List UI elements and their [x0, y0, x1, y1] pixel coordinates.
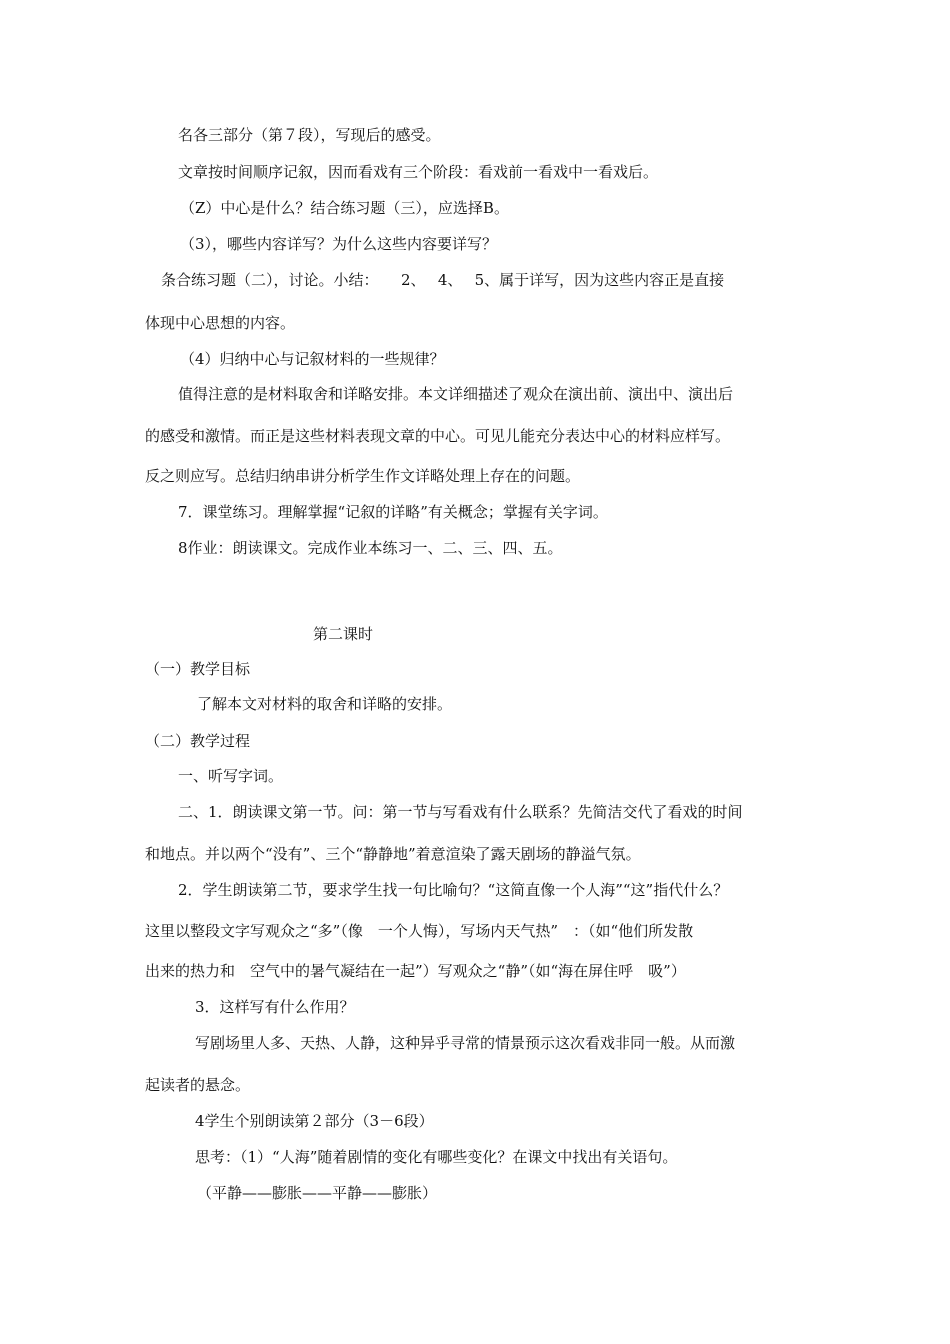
paragraph-line: （Z）中心是什么？结合练习题（三），应选择B。 — [180, 199, 509, 217]
paragraph-line: （平静——膨胀——平静——膨胀） — [197, 1184, 438, 1202]
paragraph-line: 8作业：朗读课文。完成作业本练习一、二、三、四、五。 — [178, 539, 563, 557]
paragraph-line: 起读者的悬念。 — [145, 1076, 251, 1094]
section-heading: （二）教学过程 — [145, 732, 251, 750]
section-heading: （一）教学目标 — [145, 660, 251, 678]
section-title: 第二课时 — [313, 625, 374, 643]
paragraph-line: 4学生个别朗读第２部分（3－6段） — [195, 1112, 434, 1130]
paragraph-line: 3．这样写有什么作用？ — [195, 998, 355, 1016]
paragraph-line: 的感受和激情。而正是这些材料表现文章的中心。可见儿能充分表达中心的材料应样写。 — [145, 427, 731, 445]
paragraph-line: 2．学生朗读第二节，要求学生找一句比喻句？“这简直像一个人海”“这”指代什么？ — [178, 881, 729, 899]
paragraph-line: （3），哪些内容详写？为什么这些内容要详写？ — [180, 235, 498, 253]
paragraph-line: 名各三部分（第７段），写现后的感受。 — [178, 126, 441, 144]
paragraph-line: （4）归纳中心与记叙材料的一些规律？ — [180, 350, 445, 368]
paragraph-line: 二、1．朗读课文第一节。问：第一节与写看戏有什么联系？先简洁交代了看戏的时间 — [178, 803, 743, 821]
paragraph-line: 了解本文对材料的取舍和详略的安排。 — [197, 695, 453, 713]
paragraph-line: 一、听写字词。 — [178, 767, 284, 785]
paragraph-line: 体现中心思想的内容。 — [145, 314, 296, 332]
paragraph-line: 出来的热力和 空气中的暑气凝结在一起”）写观众之“静”（如“海在屏住呼 吸”） — [145, 962, 686, 980]
paragraph-line: 反之则应写。总结归纳串讲分析学生作文详略处理上存在的问题。 — [145, 467, 581, 485]
paragraph-line: 这里以整段文字写观众之“多”（像 一个人悔），写场内天气热” ：（如“他们所发散 — [145, 922, 694, 940]
paragraph-line: 和地点。并以两个“没有”、三个“静静地”着意渲染了露天剧场的静溢气氛。 — [145, 845, 641, 863]
paragraph-line: 写剧场里人多、天热、人静，这种异乎寻常的情景预示这次看戏非同一般。从而激 — [195, 1034, 736, 1052]
paragraph-line: 条合练习题（二），讨论。小结： 2、 4、 5、属于详写，因为这些内容正是直接 — [161, 271, 725, 289]
paragraph-line: 文章按时间顺序记叙，因而看戏有三个阶段：看戏前一看戏中一看戏后。 — [178, 163, 659, 181]
paragraph-line: 值得注意的是材料取舍和详略安排。本文详细描述了观众在演出前、演出中、演出后 — [178, 385, 734, 403]
paragraph-line: 思考：（1）“人海”随着剧情的变化有哪些变化？在课文中找出有关语句。 — [195, 1148, 678, 1166]
paragraph-line: 7．课堂练习。理解掌握“记叙的详略”有关概念；掌握有关字词。 — [178, 503, 608, 521]
